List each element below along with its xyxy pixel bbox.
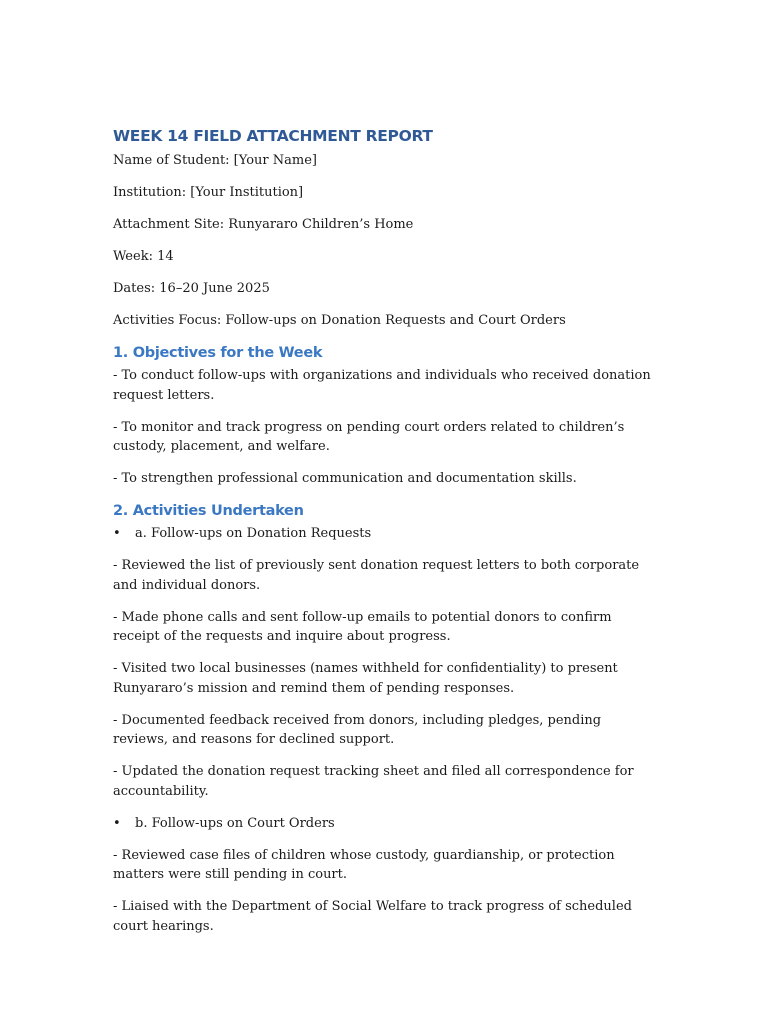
bullet-donation-requests bbox=[113, 524, 658, 544]
activity-item: - Reviewed case files of children whose custody, guardianship, or protection matters were still pending in court. bbox=[113, 847, 615, 882]
meta-activities-focus: Activities Focus: Follow-ups on Donation Requests and Court Orders bbox=[113, 313, 566, 328]
activity-item: - Liaised with the Department of Social Welfare to track progress of scheduled court hearings. bbox=[113, 899, 632, 934]
bullet-dot-icon: • bbox=[113, 815, 121, 831]
activity-item: - Made phone calls and sent follow-up emails to potential donors to confirm receipt of the requests and inquire about progress. bbox=[113, 609, 612, 644]
objective-item: - To conduct follow-ups with organizations and individuals who received donation request letters. bbox=[113, 368, 651, 403]
bullet-court-orders bbox=[113, 814, 658, 834]
meta-student-name: Name of Student: [Your Name] bbox=[113, 153, 317, 168]
meta-dates: Dates: 16–20 June 2025 bbox=[113, 281, 270, 296]
section-heading-activities: 2. Activities Undertaken bbox=[113, 503, 304, 519]
bullet-label: a. Follow-ups on Donation Requests bbox=[135, 526, 372, 541]
meta-institution: Institution: [Your Institution] bbox=[113, 185, 304, 200]
activity-item: - Visited two local businesses (names withheld for confidentiality) to present Runyararo’s mission and remind them of pending responses. bbox=[113, 661, 618, 696]
section-heading-objectives: 1. Objectives for the Week bbox=[113, 345, 323, 361]
objective-item: - To monitor and track progress on pending court orders related to children’s custody, placement, and welfare. bbox=[113, 419, 625, 454]
report-title: WEEK 14 FIELD ATTACHMENT REPORT bbox=[113, 127, 433, 145]
meta-attachment-site: Attachment Site: Runyararo Children’s Home bbox=[113, 217, 414, 232]
meta-week: Week: 14 bbox=[113, 249, 174, 264]
objective-item: - To strengthen professional communication and documentation skills. bbox=[113, 471, 577, 486]
activity-item: - Reviewed the list of previously sent donation request letters to both corporate and individual donors. bbox=[113, 558, 640, 593]
bullet-label: b. Follow-ups on Court Orders bbox=[135, 815, 335, 831]
document-page bbox=[113, 124, 658, 949]
activity-item: - Documented feedback received from donors, including pledges, pending reviews, and reasons for declined support. bbox=[113, 712, 602, 747]
bullet-dot-icon: • bbox=[113, 526, 121, 541]
activity-item: - Updated the donation request tracking sheet and filed all correspondence for accountability. bbox=[113, 764, 634, 799]
